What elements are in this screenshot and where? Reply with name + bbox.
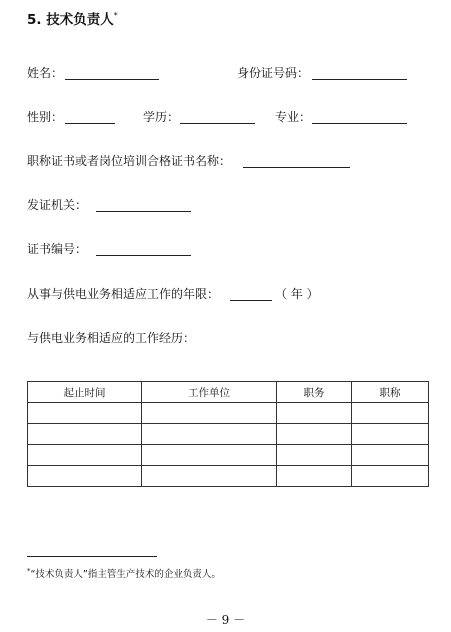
table-row: [28, 445, 429, 466]
years-unit: （ 年 ）: [275, 287, 319, 301]
name-field-line[interactable]: [65, 66, 159, 80]
table-cell[interactable]: [28, 445, 142, 466]
section-title-text: 5. 技术负责人: [27, 12, 114, 28]
years-field-line[interactable]: [230, 287, 272, 301]
work-history-table: [27, 381, 429, 487]
issuing-authority-label: 发证机关：: [27, 198, 88, 212]
gender-field-line[interactable]: [65, 110, 115, 124]
table-cell[interactable]: [277, 403, 352, 424]
major-field-line[interactable]: [312, 110, 407, 124]
header-title: 职称: [352, 382, 429, 403]
footnote-text: “技术负责人”指主管生产技术的企业负责人。: [30, 569, 221, 581]
header-position: 职务: [277, 382, 352, 403]
table-row: [28, 424, 429, 445]
table-cell[interactable]: [352, 403, 429, 424]
id-number-field-line[interactable]: [312, 66, 407, 80]
issuing-authority-field-line[interactable]: [96, 198, 191, 212]
table-cell[interactable]: [142, 424, 277, 445]
id-number-label: 身份证号码：: [237, 66, 310, 80]
table-header-row: [28, 382, 429, 403]
table-cell[interactable]: [277, 424, 352, 445]
footnote-mark: *: [27, 567, 31, 575]
table-cell[interactable]: [142, 466, 277, 487]
education-label: 学历：: [143, 110, 180, 124]
table-cell[interactable]: [142, 403, 277, 424]
certificate-name-label: 职称证书或者岗位培训合格证书名称：: [27, 154, 232, 168]
years-label: 从事与供电业务相适应工作的年限：: [27, 287, 220, 301]
table-cell[interactable]: [352, 424, 429, 445]
table-cell[interactable]: [28, 403, 142, 424]
table-cell[interactable]: [352, 466, 429, 487]
table-row: [28, 466, 429, 487]
table-row: [28, 403, 429, 424]
table-cell[interactable]: [28, 466, 142, 487]
gender-label: 性别：: [27, 110, 64, 124]
header-period: 起止时间: [28, 382, 142, 403]
certificate-number-label: 证书编号：: [27, 242, 88, 256]
table-cell[interactable]: [142, 445, 277, 466]
work-history-label: 与供电业务相适应的工作经历：: [27, 331, 196, 345]
footnote-divider: [27, 556, 157, 557]
certificate-number-field-line[interactable]: [96, 242, 191, 256]
table-cell[interactable]: [277, 466, 352, 487]
education-field-line[interactable]: [180, 110, 255, 124]
footnote-reference-mark: *: [113, 11, 118, 20]
section-title: [27, 8, 118, 28]
table-cell[interactable]: [352, 445, 429, 466]
table-cell[interactable]: [28, 424, 142, 445]
header-employer: 工作单位: [142, 382, 277, 403]
name-label: 姓名：: [27, 66, 64, 80]
table-cell[interactable]: [277, 445, 352, 466]
page-number: － 9 －: [205, 613, 246, 627]
major-label: 专业：: [275, 110, 312, 124]
footnote: [27, 565, 221, 581]
certificate-name-field-line[interactable]: [243, 154, 350, 168]
